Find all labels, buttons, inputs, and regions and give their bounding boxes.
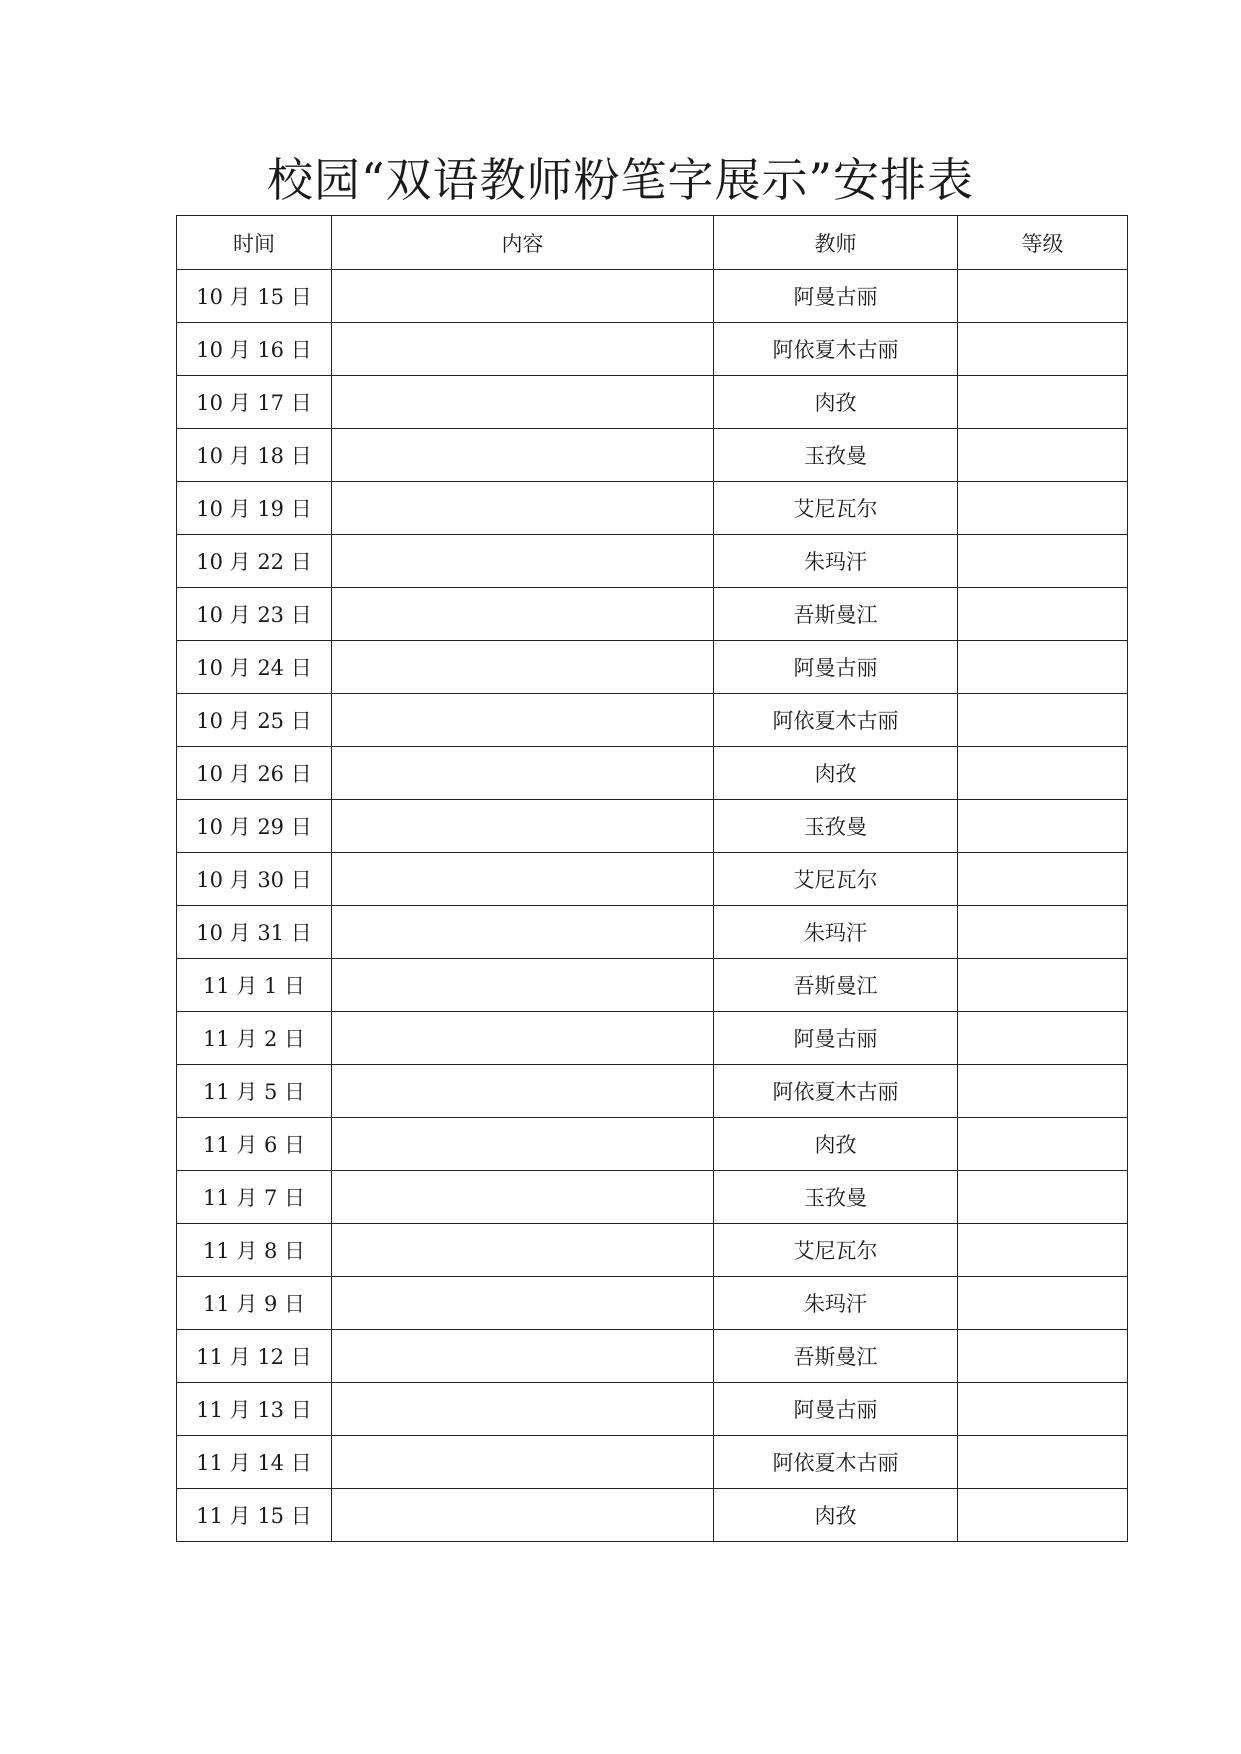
table-row xyxy=(177,1224,1128,1277)
grade-cell xyxy=(958,482,1128,535)
grade-cell xyxy=(958,1012,1128,1065)
table-row xyxy=(177,376,1128,429)
table-row xyxy=(177,270,1128,323)
header-grade: 等级 xyxy=(958,216,1128,270)
date-cell: 11 月 7 日 xyxy=(177,1171,332,1224)
content-cell xyxy=(332,482,714,535)
date-cell: 10 月 24 日 xyxy=(177,641,332,694)
content-cell xyxy=(332,429,714,482)
content-cell xyxy=(332,853,714,906)
grade-cell xyxy=(958,800,1128,853)
teacher-cell: 艾尼瓦尔 xyxy=(714,482,958,535)
content-cell xyxy=(332,641,714,694)
grade-cell xyxy=(958,694,1128,747)
date-cell: 10 月 31 日 xyxy=(177,906,332,959)
grade-cell xyxy=(958,1171,1128,1224)
content-cell xyxy=(332,376,714,429)
grade-cell xyxy=(958,906,1128,959)
grade-cell xyxy=(958,376,1128,429)
date-cell: 11 月 8 日 xyxy=(177,1224,332,1277)
grade-cell xyxy=(958,853,1128,906)
grade-cell xyxy=(958,1118,1128,1171)
content-cell xyxy=(332,270,714,323)
header-teacher: 教师 xyxy=(714,216,958,270)
content-cell xyxy=(332,959,714,1012)
teacher-cell: 玉孜曼 xyxy=(714,800,958,853)
table-row xyxy=(177,429,1128,482)
table-row xyxy=(177,747,1128,800)
date-cell: 11 月 2 日 xyxy=(177,1012,332,1065)
header-content: 内容 xyxy=(332,216,714,270)
schedule-table xyxy=(176,215,1128,1542)
date-cell: 10 月 30 日 xyxy=(177,853,332,906)
table-row xyxy=(177,1012,1128,1065)
teacher-cell: 肉孜 xyxy=(714,747,958,800)
table-row xyxy=(177,323,1128,376)
table-row xyxy=(177,1383,1128,1436)
date-cell: 11 月 14 日 xyxy=(177,1436,332,1489)
content-cell xyxy=(332,1383,714,1436)
content-cell xyxy=(332,747,714,800)
date-cell: 10 月 29 日 xyxy=(177,800,332,853)
date-cell: 11 月 13 日 xyxy=(177,1383,332,1436)
date-cell: 10 月 18 日 xyxy=(177,429,332,482)
teacher-cell: 阿依夏木古丽 xyxy=(714,694,958,747)
table-row xyxy=(177,641,1128,694)
teacher-cell: 阿曼古丽 xyxy=(714,1383,958,1436)
teacher-cell: 艾尼瓦尔 xyxy=(714,853,958,906)
grade-cell xyxy=(958,1436,1128,1489)
teacher-cell: 玉孜曼 xyxy=(714,429,958,482)
header-time: 时间 xyxy=(177,216,332,270)
grade-cell xyxy=(958,1489,1128,1542)
grade-cell xyxy=(958,323,1128,376)
date-cell: 11 月 9 日 xyxy=(177,1277,332,1330)
table-row xyxy=(177,482,1128,535)
date-cell: 11 月 12 日 xyxy=(177,1330,332,1383)
table-header-row xyxy=(177,216,1128,270)
grade-cell xyxy=(958,1383,1128,1436)
content-cell xyxy=(332,694,714,747)
date-cell: 11 月 1 日 xyxy=(177,959,332,1012)
grade-cell xyxy=(958,535,1128,588)
content-cell xyxy=(332,1118,714,1171)
teacher-cell: 阿曼古丽 xyxy=(714,641,958,694)
date-cell: 11 月 6 日 xyxy=(177,1118,332,1171)
teacher-cell: 肉孜 xyxy=(714,376,958,429)
grade-cell xyxy=(958,747,1128,800)
teacher-cell: 吾斯曼江 xyxy=(714,588,958,641)
table-row xyxy=(177,588,1128,641)
table-row xyxy=(177,535,1128,588)
content-cell xyxy=(332,1012,714,1065)
content-cell xyxy=(332,1489,714,1542)
teacher-cell: 玉孜曼 xyxy=(714,1171,958,1224)
date-cell: 10 月 19 日 xyxy=(177,482,332,535)
table-row xyxy=(177,694,1128,747)
grade-cell xyxy=(958,959,1128,1012)
content-cell xyxy=(332,1436,714,1489)
table-body xyxy=(177,270,1128,1542)
date-cell: 10 月 26 日 xyxy=(177,747,332,800)
teacher-cell: 肉孜 xyxy=(714,1118,958,1171)
grade-cell xyxy=(958,270,1128,323)
content-cell xyxy=(332,323,714,376)
teacher-cell: 吾斯曼江 xyxy=(714,1330,958,1383)
date-cell: 10 月 22 日 xyxy=(177,535,332,588)
grade-cell xyxy=(958,588,1128,641)
teacher-cell: 阿依夏木古丽 xyxy=(714,1065,958,1118)
content-cell xyxy=(332,1065,714,1118)
table-row xyxy=(177,800,1128,853)
table-row xyxy=(177,1330,1128,1383)
table-row xyxy=(177,1065,1128,1118)
grade-cell xyxy=(958,1277,1128,1330)
grade-cell xyxy=(958,429,1128,482)
teacher-cell: 艾尼瓦尔 xyxy=(714,1224,958,1277)
grade-cell xyxy=(958,1330,1128,1383)
teacher-cell: 吾斯曼江 xyxy=(714,959,958,1012)
teacher-cell: 肉孜 xyxy=(714,1489,958,1542)
table-row xyxy=(177,1489,1128,1542)
teacher-cell: 朱玛汗 xyxy=(714,906,958,959)
content-cell xyxy=(332,1277,714,1330)
date-cell: 11 月 15 日 xyxy=(177,1489,332,1542)
table-row xyxy=(177,906,1128,959)
table-row xyxy=(177,1436,1128,1489)
table-row xyxy=(177,1277,1128,1330)
date-cell: 11 月 5 日 xyxy=(177,1065,332,1118)
content-cell xyxy=(332,1330,714,1383)
content-cell xyxy=(332,535,714,588)
content-cell xyxy=(332,800,714,853)
grade-cell xyxy=(958,641,1128,694)
grade-cell xyxy=(958,1224,1128,1277)
teacher-cell: 阿依夏木古丽 xyxy=(714,1436,958,1489)
date-cell: 10 月 17 日 xyxy=(177,376,332,429)
page-title: 校园“双语教师粉笔字展示”安排表 xyxy=(266,153,975,207)
content-cell xyxy=(332,906,714,959)
teacher-cell: 阿依夏木古丽 xyxy=(714,323,958,376)
grade-cell xyxy=(958,1065,1128,1118)
table-row xyxy=(177,853,1128,906)
date-cell: 10 月 25 日 xyxy=(177,694,332,747)
table-row xyxy=(177,1118,1128,1171)
table-row xyxy=(177,959,1128,1012)
date-cell: 10 月 16 日 xyxy=(177,323,332,376)
date-cell: 10 月 15 日 xyxy=(177,270,332,323)
teacher-cell: 阿曼古丽 xyxy=(714,1012,958,1065)
teacher-cell: 朱玛汗 xyxy=(714,535,958,588)
content-cell xyxy=(332,1224,714,1277)
table-row xyxy=(177,1171,1128,1224)
content-cell xyxy=(332,588,714,641)
date-cell: 10 月 23 日 xyxy=(177,588,332,641)
content-cell xyxy=(332,1171,714,1224)
teacher-cell: 朱玛汗 xyxy=(714,1277,958,1330)
teacher-cell: 阿曼古丽 xyxy=(714,270,958,323)
